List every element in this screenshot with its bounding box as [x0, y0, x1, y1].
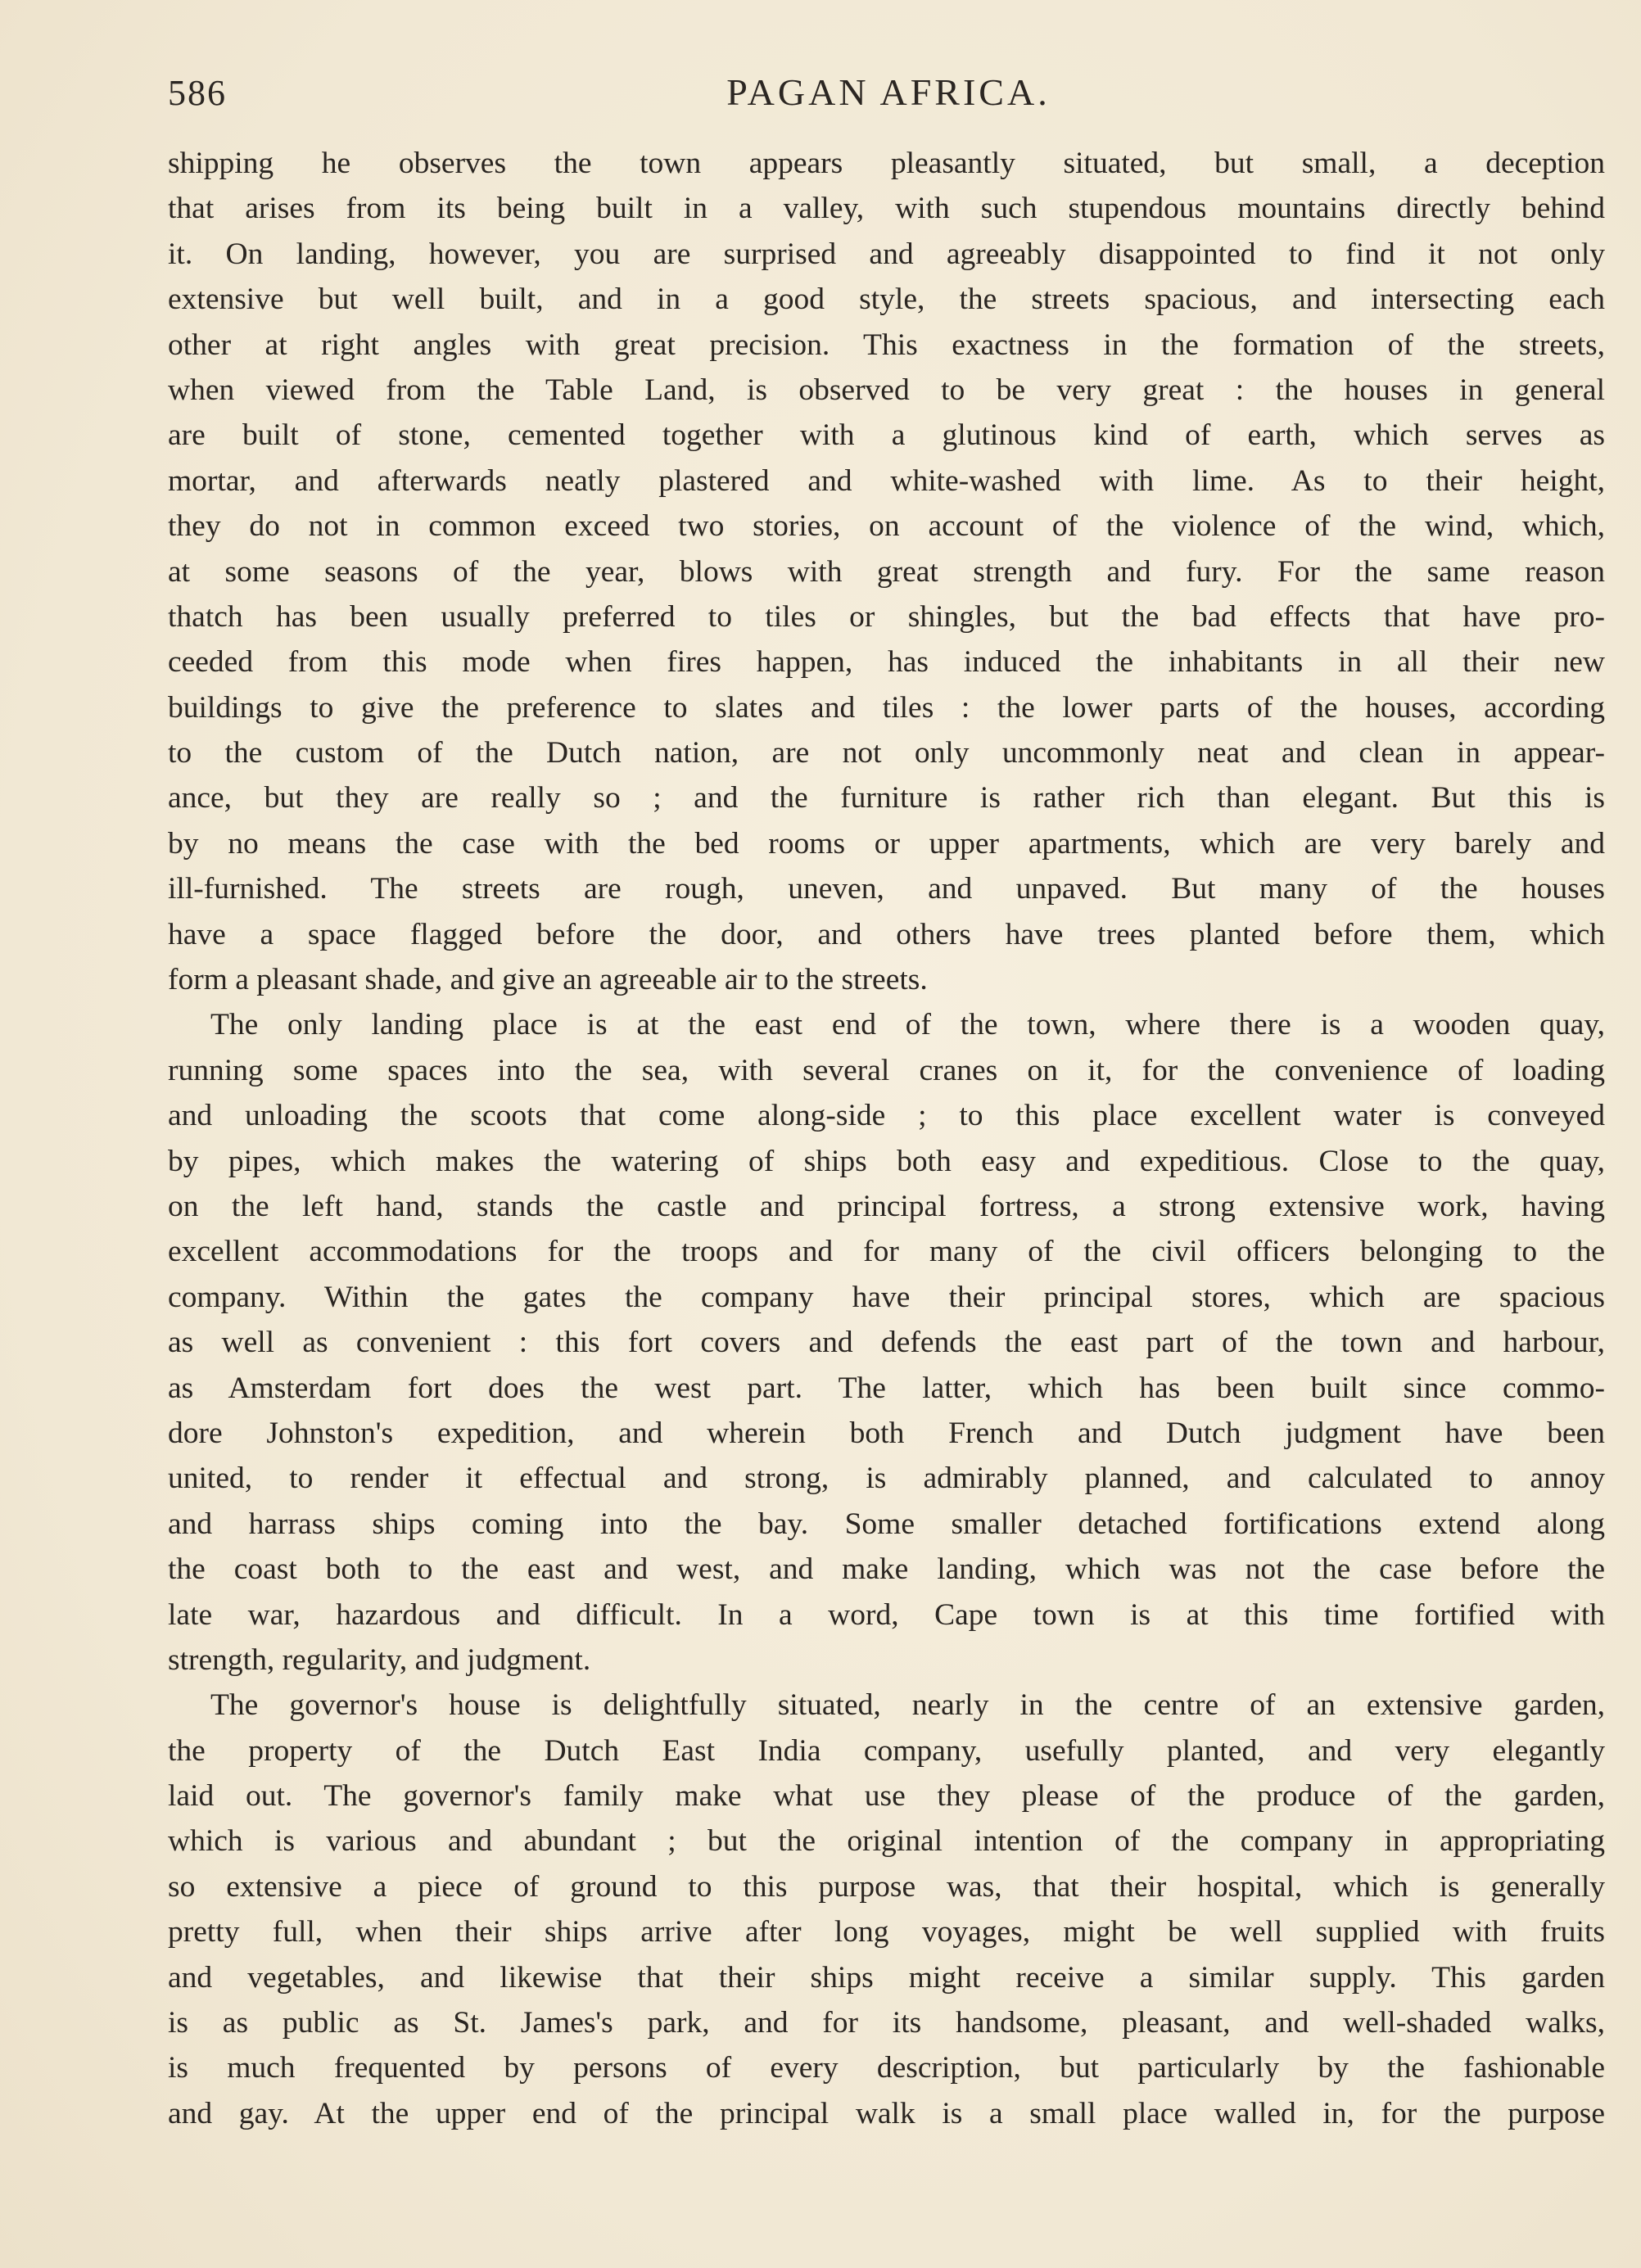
text-line: they do not in common exceed two stories, on account of the violence of the wind, which, — [168, 509, 1605, 544]
text-line: strength, regularity, and judgment. — [168, 1642, 591, 1677]
text-line: dore Johnston's expedition, and wherein both French and Dutch judgment have been — [168, 1416, 1605, 1450]
text-line: on the left hand, stands the castle and principal fortress, a strong extensive work, having — [168, 1189, 1605, 1223]
paragraph — [168, 1002, 1605, 1683]
text-line: and vegetables, and likewise that their ships might receive a similar supply. This garden — [168, 1960, 1605, 1995]
page-header — [168, 64, 1609, 129]
body-text — [168, 141, 1605, 2136]
text-line: are built of stone, cemented together with a glutinous kind of earth, which serves as — [168, 418, 1605, 453]
text-line: ance, but they are really so ; and the furniture is rather rich than elegant. But this is — [168, 781, 1605, 815]
text-line: late war, hazardous and difficult. In a word, Cape town is at this time fortified with — [168, 1597, 1605, 1632]
text-line: as well as convenient : this fort covers and defends the east part of the town and harbour, — [168, 1326, 1605, 1360]
text-line: the property of the Dutch East India company, usefully planted, and very elegantly — [168, 1733, 1605, 1768]
text-line: thatch has been usually preferred to tiles or shingles, but the bad effects that have pro- — [168, 599, 1605, 634]
text-line: it. On landing, however, you are surprised and agreeably disappointed to find it not only — [168, 237, 1605, 271]
text-line: laid out. The governor's family make what use they please of the produce of the garden, — [168, 1779, 1605, 1814]
text-line: as Amsterdam fort does the west part. The latter, which has been built since commo- — [168, 1371, 1605, 1405]
text-line: extensive but well built, and in a good style, the streets spacious, and intersecting each — [168, 282, 1605, 317]
paragraph — [168, 141, 1605, 1002]
text-line: that arises from its being built in a valley, with such stupendous mountains directly behind — [168, 192, 1605, 226]
text-line: which is various and abundant ; but the original intention of the company in appropriating — [168, 1824, 1605, 1859]
text-line: other at right angles with great precision. This exactness in the formation of the streets, — [168, 328, 1605, 362]
text-line: running some spaces into the sea, with several cranes on it, for the convenience of loading — [168, 1053, 1605, 1087]
text-line: and unloading the scoots that come along-side ; to this place excellent water is conveyed — [168, 1099, 1605, 1133]
text-line: have a space flagged before the door, and others have trees planted before them, which — [168, 917, 1605, 951]
text-line: united, to render it effectual and strong, is admirably planned, and calculated to annoy — [168, 1462, 1605, 1496]
running-title: PAGAN AFRICA. — [726, 71, 1051, 113]
text-line: company. Within the gates the company have their principal stores, which are spacious — [168, 1280, 1605, 1314]
text-line: at some seasons of the year, blows with great strength and fury. For the same reason — [168, 554, 1605, 589]
text-line: form a pleasant shade, and give an agreeable air to the streets. — [168, 963, 928, 997]
text-line: and harrass ships coming into the bay. Some smaller detached fortifications extend along — [168, 1507, 1605, 1541]
text-line: The only landing place is at the east end of the town, where there is a wooden quay, — [210, 1008, 1605, 1042]
text-line: pretty full, when their ships arrive after long voyages, might be well supplied with fruits — [168, 1915, 1605, 1949]
text-line: The governor's house is delightfully situated, nearly in the centre of an extensive garden, — [210, 1688, 1605, 1723]
text-line: by no means the case with the bed rooms or upper apartments, which are very barely and — [168, 826, 1605, 861]
text-line: and gay. At the upper end of the principal walk is a small place walled in, for the purpose — [168, 2096, 1605, 2130]
text-line: is as public as St. James's park, and for its handsome, pleasant, and well-shaded walks, — [168, 2006, 1605, 2040]
page-number: 586 — [168, 73, 227, 113]
text-line: shipping he observes the town appears pleasantly situated, but small, a deception — [168, 147, 1605, 180]
text-line: excellent accommodations for the troops and for many of the civil officers belonging to the — [168, 1235, 1605, 1269]
text-line: when viewed from the Table Land, is observed to be very great : the houses in general — [168, 373, 1605, 407]
text-line: so extensive a piece of ground to this purpose was, that their hospital, which is generally — [168, 1869, 1605, 1904]
text-line: the coast both to the east and west, and make landing, which was not the case before the — [168, 1552, 1605, 1587]
text-line: to the custom of the Dutch nation, are not only uncommonly neat and clean in appear- — [168, 736, 1605, 770]
text-line: ill-furnished. The streets are rough, uneven, and unpaved. But many of the houses — [168, 872, 1605, 906]
text-line: ceeded from this mode when fires happen, has induced the inhabitants in all their new — [168, 645, 1605, 680]
text-line: buildings to give the preference to slates and tiles : the lower parts of the houses, according — [168, 690, 1605, 725]
text-line: by pipes, which makes the watering of ships both easy and expeditious. Close to the quay, — [168, 1144, 1605, 1178]
paragraph — [168, 1683, 1605, 2136]
text-line: is much frequented by persons of every description, but particularly by the fashionable — [168, 2051, 1605, 2085]
text-line: mortar, and afterwards neatly plastered and white-washed with lime. As to their height, — [168, 463, 1605, 498]
